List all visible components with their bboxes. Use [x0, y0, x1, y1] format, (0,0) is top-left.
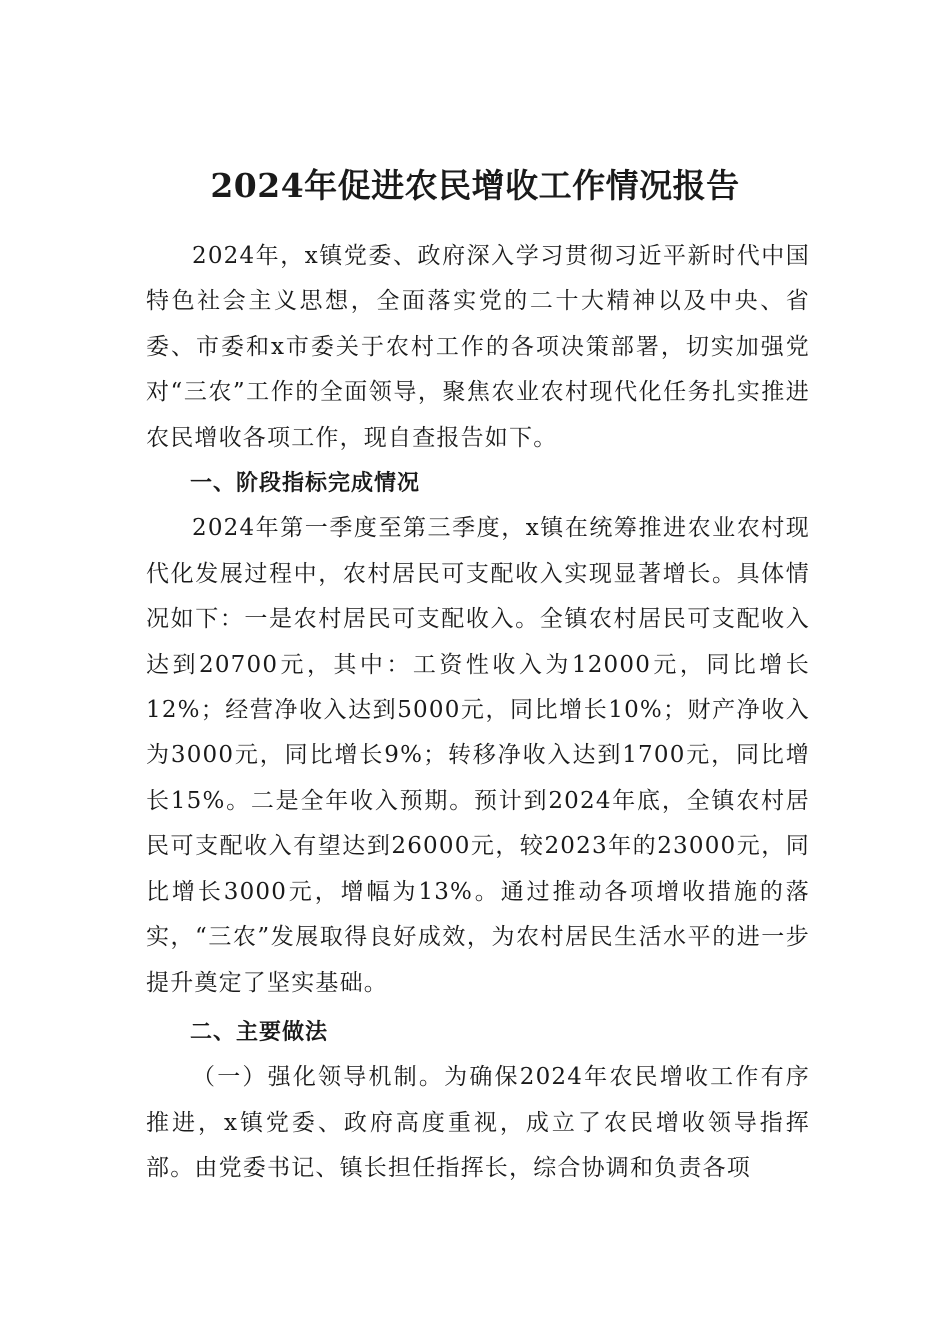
section-heading-1: 一、阶段指标完成情况 — [190, 471, 421, 497]
intro-paragraph: 2024年，x镇党委、政府深入学习贯彻习近平新时代中国特色社会主义思想，全面落实党的二十大精神以及中央、省委、市委和x市委关于农村工作的各项决策部署，切实加强党对“三农”工作的全面领导，聚焦农业农村现代化任务扎实推进农民增收各项工作，现自查报告如下。 — [146, 243, 810, 451]
section-paragraph-1: 2024年第一季度至第三季度，x镇在统筹推进农业农村现代化发展过程中，农村居民可支配收入实现显著增长。具体情况如下：一是农村居民可支配收入。全镇农村居民可支配收入达到20700元，其中：工资性收入为12000元，同比增长12%；经营净收入达到5000元，同比增长10%；财产净收入为3000元，同比增长9%；转移净收入达到1700元，同比增长15%。二是全年收入预期。预计到2024年底，全镇农村居民可支配收入有望达到26000元，较2023年的23000元，同比增长3000元，增幅为13%。通过推动各项增收措施的落实，“三农”发展取得良好成效，为农村居民生活水平的进一步提升奠定了坚实基础。 — [146, 515, 810, 996]
section-paragraph-2: （一）强化领导机制。为确保2024年农民增收工作有序推进，x镇党委、政府高度重视，成立了农民增收领导指挥部。由党委书记、镇长担任指挥长，综合协调和负责各项 — [146, 1064, 810, 1182]
document-title: 2024年促进农民增收工作情况报告 — [210, 166, 740, 205]
document-body — [146, 234, 810, 1192]
section-heading-2: 二、主要做法 — [190, 1019, 329, 1045]
